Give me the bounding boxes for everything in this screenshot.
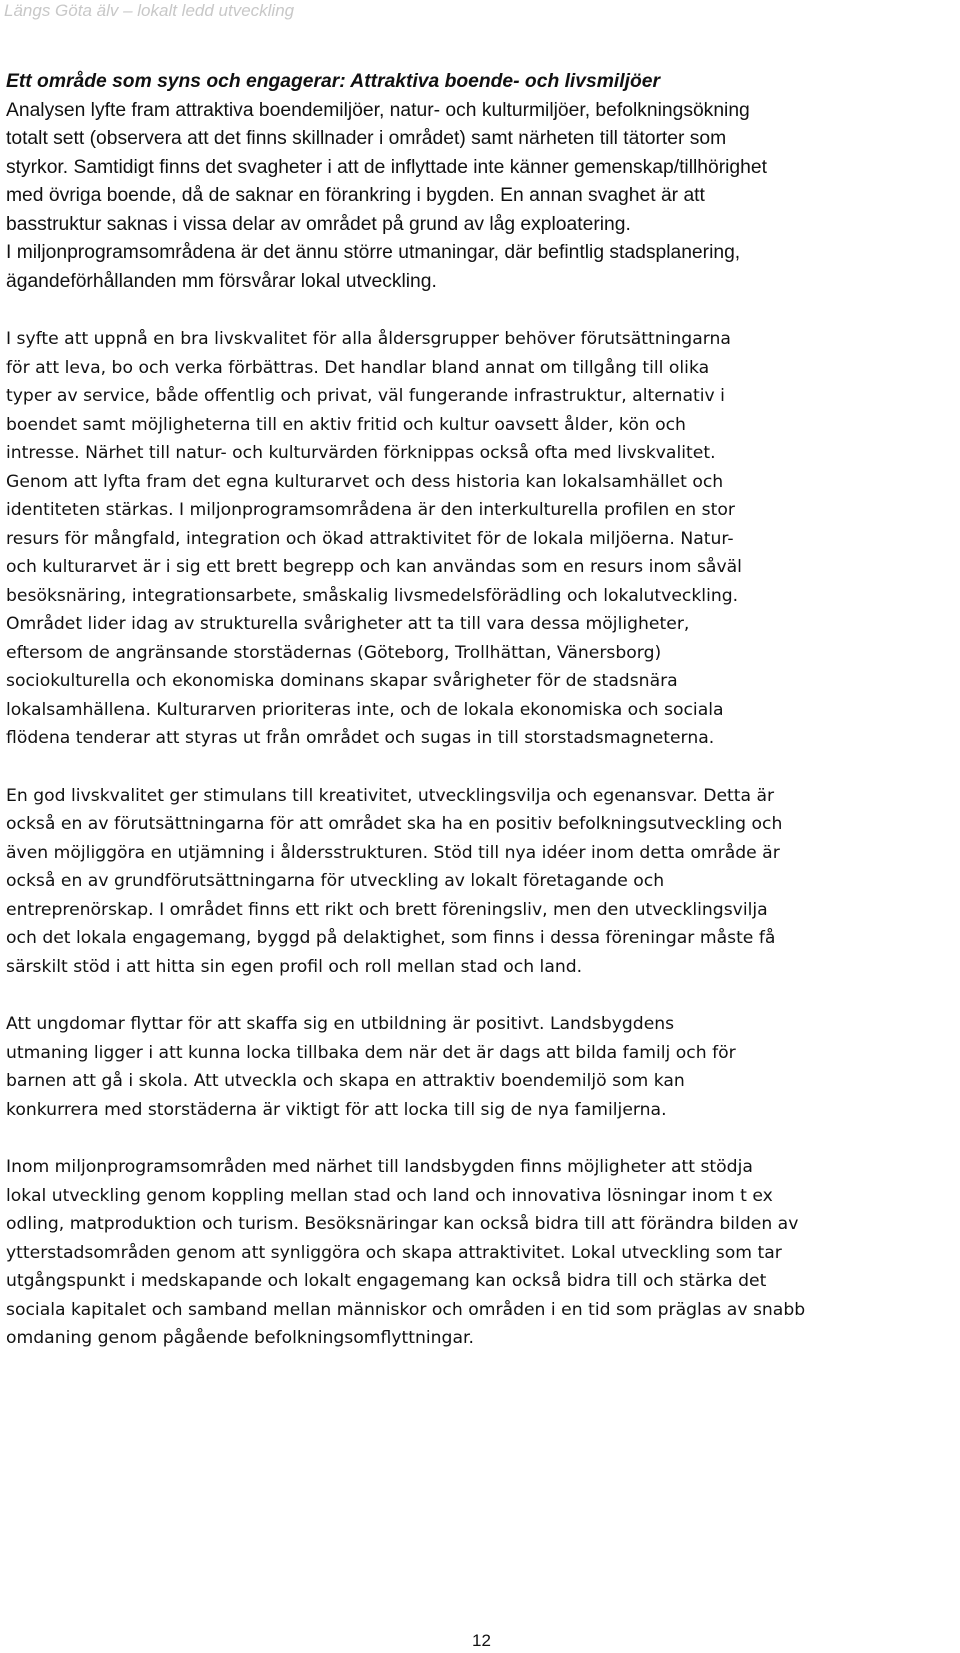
paragraph-line: sociala kapitalet och samband mellan människor och områden i en tid som präglas av snabb [6,1299,806,1320]
running-header: Längs Göta älv – lokalt ledd utveckling [4,1,295,20]
paragraph-urban-rural [6,1153,952,1353]
paragraph-line: lokalsamhällena. Kulturarven prioriteras inte, och de lokala ekonomiska och sociala [6,699,724,720]
section-heading: Ett område som syns och engagerar: Attraktiva boende- och livsmiljöer [6,71,660,92]
paragraph-line: och kulturarvet är i sig ett brett begrepp och kan användas som en resurs inom såväl [6,557,742,577]
paragraph-line: Att ungdomar flyttar för att skaffa sig en utbildning är positivt. Landsbygdens [6,1014,675,1034]
document-body [6,68,952,1353]
paragraph-line: identiteten stärkas. I miljonprogramsområdena är den interkulturella profilen en stor [6,500,735,520]
paragraph-line: särskilt stöd i att hitta sin egen profil och roll mellan stad och land. [6,956,583,977]
intro-line: Analysen lyfte fram attraktiva boendemiljöer, natur- och kulturmiljöer, befolkningsökning [6,99,750,121]
paragraph-line: I syfte att uppnå en bra livskvalitet för alla åldersgrupper behöver förutsättningarna [6,329,731,349]
intro-section [6,68,952,296]
paragraph-line: utgångspunkt i medskapande och lokalt engagemang kan också bidra till och stärka det [6,1271,767,1291]
paragraph-line: En god livskvalitet ger stimulans till kreativitet, utvecklingsvilja och egenansvar. Detta är [6,785,775,806]
paragraph-quality-of-life [6,325,952,753]
paragraph-line: också en av förutsättningarna för att området ska ha en positiv befolkningsutveckling och [6,814,783,834]
paragraph-line: Inom miljonprogramsområden med närhet till landsbygden finns möjligheter att stödja [6,1157,753,1177]
paragraph-line: för att leva, bo och verka förbättras. Det handlar bland annat om tillgång till olika [6,357,710,378]
paragraph-creativity [6,782,952,982]
paragraph-line: och det lokala engagemang, byggd på delaktighet, som finns i dessa föreningar måste få [6,928,776,948]
paragraph-line: lokal utveckling genom koppling mellan stad och land och innovativa lösningar inom t ex [6,1185,773,1206]
paragraph-line: besöksnäring, integrationsarbete, småskalig livsmedelsförädling och lokalutveckling. [6,585,739,606]
intro-line: totalt sett (observera att det finns skillnader i området) samt närheten till tätorter som [6,128,727,149]
paragraph-line: sociokulturella och ekonomiska dominans skapar svårigheter för de stadsnära [6,671,678,691]
paragraph-line: barnen att gå i skola. Att utveckla och skapa en attraktiv boendemiljö som kan [6,1071,685,1091]
intro-line: basstruktur saknas i vissa delar av området på grund av låg exploatering. [6,213,631,235]
paragraph-line: utmaning ligger i att kunna locka tillbaka dem när det är dags att bilda familj och för [6,1042,736,1063]
paragraph-line: Genom att lyfta fram det egna kulturarvet och dess historia kan lokalsamhället och [6,471,724,492]
paragraph-line: konkurrera med storstäderna är viktigt för att locka till sig de nya familjerna. [6,1099,667,1120]
paragraph-line: entreprenörskap. I området finns ett rikt och brett föreningsliv, men den utvecklingsvilja [6,899,768,920]
intro-line: styrkor. Samtidigt finns det svagheter i att de inflyttade inte känner gemenskap/tillhörighet [6,156,767,178]
paragraph-line: odling, matproduktion och turism. Besöksnäringar kan också bidra till att förändra bilden av [6,1214,799,1234]
paragraph-youth [6,1010,952,1124]
paragraph-line: ytterstadsområden genom att synliggöra och skapa attraktivitet. Lokal utveckling som tar [6,1242,782,1263]
paragraph-line: intresse. Närhet till natur- och kulturvärden förknippas också ofta med livskvalitet. [6,443,716,463]
intro-line: ägandeförhållanden mm försvårar lokal utveckling. [6,270,437,292]
paragraph-line: Området lider idag av strukturella svårigheter att ta till vara dessa möjligheter, [6,614,690,634]
paragraph-line: också en av grundförutsättningarna för utveckling av lokalt företagande och [6,871,665,891]
page-number: 12 [472,1631,491,1650]
paragraph-line: typer av service, både offentlig och privat, väl fungerande infrastruktur, alternativ i [6,386,725,406]
intro-line: I miljonprogramsområdena är det ännu större utmaningar, där befintlig stadsplanering, [6,242,741,263]
paragraph-line: eftersom de angränsande storstädernas (Göteborg, Trollhättan, Vänersborg) [6,642,662,663]
paragraph-line: boendet samt möjligheterna till en aktiv fritid och kultur oavsett ålder, kön och [6,414,686,435]
paragraph-line: även möjliggöra en utjämning i åldersstrukturen. Stöd till nya idéer inom detta område är [6,842,780,863]
paragraph-line: resurs för mångfald, integration och ökad attraktivitet för de lokala miljöerna. Natur- [6,528,734,549]
paragraph-line: flödena tenderar att styras ut från området och sugas in till storstadsmagneterna. [6,728,715,748]
paragraph-line: omdaning genom pågående befolkningsomflyttningar. [6,1328,474,1348]
intro-line: med övriga boende, då de saknar en förankring i bygden. En annan svaghet är att [6,185,705,206]
